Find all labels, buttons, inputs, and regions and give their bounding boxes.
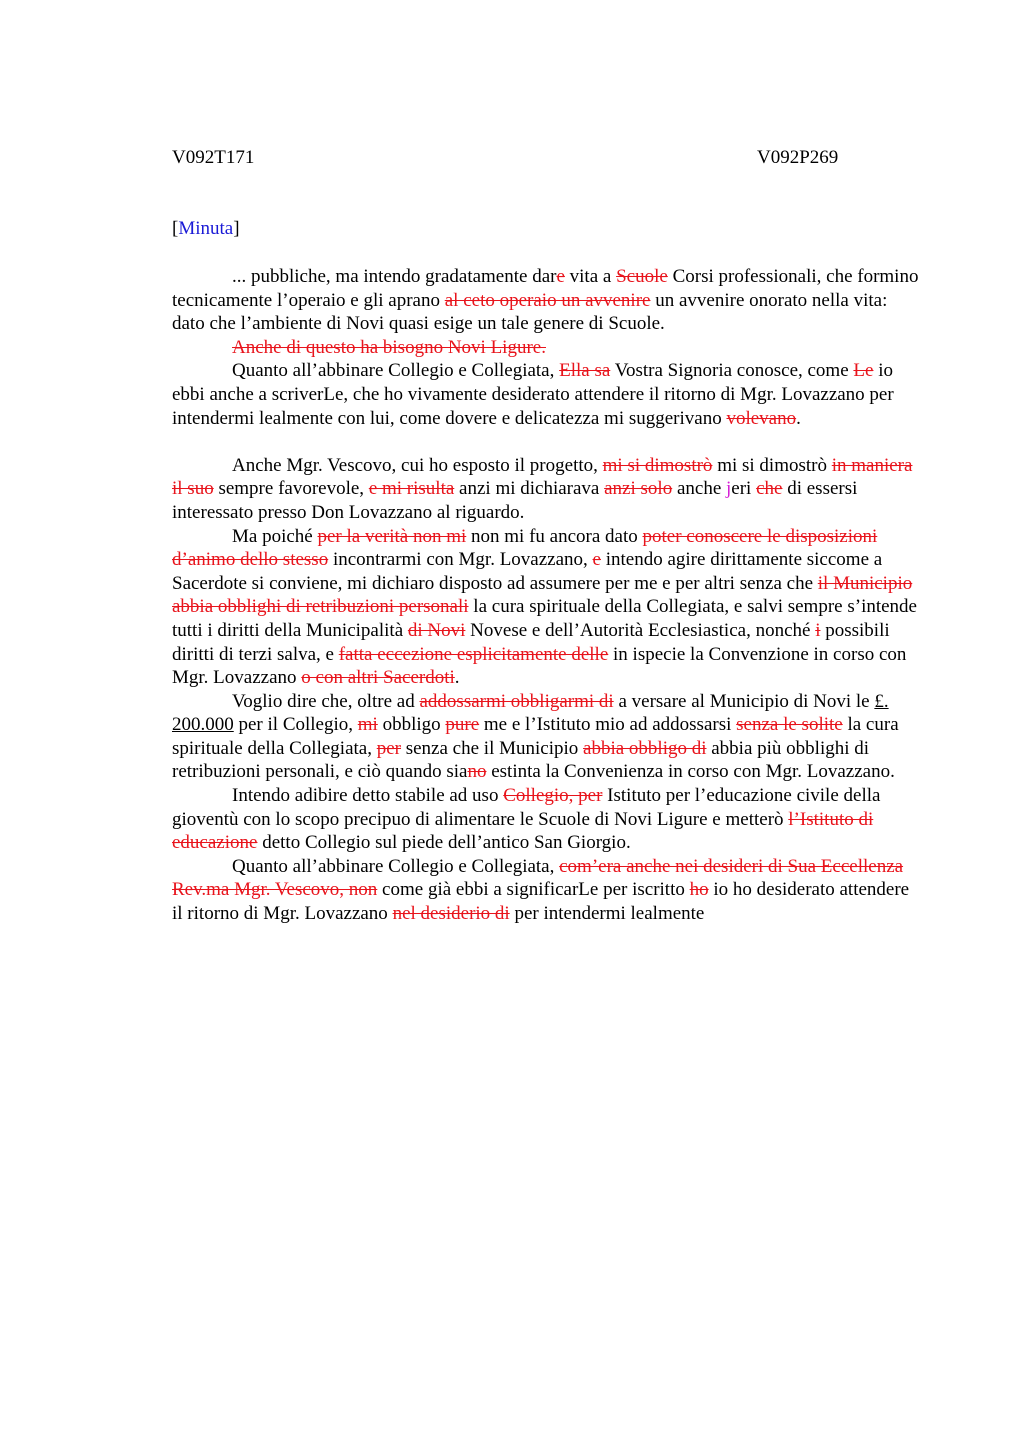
deleted-text: il Municipio abbia obblighi di retribuzioni personali (172, 572, 913, 618)
deleted-text: per (376, 737, 401, 759)
deleted-text: addossarmi obbligarmi di (419, 690, 614, 712)
deleted-text: ho (689, 879, 709, 901)
text-run: Intendo adibire detto stabile ad uso (232, 785, 504, 807)
inserted-letter: j (726, 478, 732, 500)
text-run: in ispecie la Convenzione in corso con Mgr. Lovazzano (172, 643, 907, 689)
minuta-open-bracket: [ (172, 218, 179, 239)
text-run: la cura spirituale della Collegiata, e salvi sempre s’intende tutti i diritti della Municipalità (172, 596, 917, 641)
text-run: Istituto per l’educazione civile della gioventù con lo scopo precipuo di alimentare le Scuole di Novi Ligure e metterò (172, 785, 881, 830)
text-run: vita a (564, 266, 617, 287)
paragraph (172, 690, 920, 784)
deleted-text: al ceto operaio un avvenire (444, 289, 651, 311)
deleted-text: anzi solo (604, 478, 673, 500)
text-run: per intendermi lealmente (509, 903, 705, 925)
deleted-text: che (756, 478, 783, 500)
paragraph (172, 784, 920, 855)
text-run: a versare al Municipio di Novi le (613, 690, 875, 712)
header-left-code: V092T171 (172, 147, 255, 168)
text-run: Vostra Signoria conosce, come (610, 360, 854, 382)
text-run: come già ebbi a significarLe per iscritto (377, 879, 690, 901)
text-run: abbia più obblighi di retribuzioni personali, e ciò quando sia (172, 737, 870, 783)
paragraph (172, 525, 920, 690)
deleted-text: l’Istituto di educazione (172, 808, 874, 854)
text-run: mi si dimostrò (712, 454, 832, 476)
deleted-text: Ella sa (559, 360, 611, 382)
text-run: obbligo (377, 714, 446, 736)
deleted-text: poter conoscere le disposizioni d’animo dello stesso (172, 525, 878, 571)
deleted-text: fatta eccezione esplicitamente delle (338, 643, 609, 665)
text-run: Ma poiché (232, 525, 318, 547)
deleted-text: Collegio, per (503, 785, 603, 807)
text-run: anzi mi dichiarava (454, 478, 605, 500)
text-run: . (454, 667, 460, 689)
deleted-text: di Novi (407, 619, 466, 641)
text-run: un avvenire onorato nella vita: dato che l’ambiente di Novi quasi esige un tale genere di Scuole. (172, 289, 888, 335)
text-run: anche (672, 478, 727, 500)
deleted-text: mi si dimostrò (602, 454, 713, 476)
paragraph (172, 359, 920, 430)
deleted-text: no (467, 761, 487, 783)
text-run: Quanto all’abbinare Collegio e Collegiata, (232, 360, 560, 382)
paragraph (172, 855, 920, 926)
underlined-amount: £. 200.000 (172, 690, 889, 736)
deleted-text: per la verità non mi (317, 525, 467, 547)
text-run: eri (731, 478, 757, 500)
text-run: per il Collegio, (233, 714, 358, 736)
text-run: io ho desiderato attendere il ritorno di Mgr. Lovazzano (172, 879, 910, 925)
deleted-text: mi (357, 714, 378, 736)
minuta-close-bracket: ] (233, 218, 240, 239)
text-run: ... pubbliche, ma intendo gradatamente dar (232, 266, 557, 287)
letter-body (172, 265, 920, 926)
text-run: me e l’Istituto mio ad addossarsi (479, 714, 737, 736)
text-run: Anche Mgr. Vescovo, cui ho esposto il progetto, (232, 454, 603, 476)
text-run: la cura spirituale della Collegiata, (172, 714, 899, 759)
paragraph (172, 454, 920, 525)
paragraph (172, 265, 920, 336)
deleted-text: i (815, 619, 821, 641)
minuta-label (172, 217, 240, 241)
deleted-text: Le (853, 360, 874, 382)
deleted-text: e (592, 549, 601, 571)
text-run: possibili diritti di terzi salva, e (172, 619, 890, 665)
deleted-text: com’era anche nei desideri di Sua Eccellenza Rev.ma Mgr. Vescovo, non (172, 855, 904, 901)
header-right-code: V092P269 (757, 147, 839, 168)
text-run: estinta la Convenienza in corso con Mgr. Lovazzano. (486, 761, 895, 783)
text-run: intendo agire dirittamente siccome a Sacerdote si conviene, mi dichiaro disposto ad assumere per me e per altri senza che (172, 549, 883, 594)
deleted-text: o con altri Sacerdoti (301, 667, 455, 689)
text-run: senza che il Municipio (400, 737, 584, 759)
deleted-text: volevano (726, 407, 797, 429)
text-run: non mi fu ancora dato (466, 525, 643, 547)
text-run: Voglio dire che, oltre ad (232, 690, 420, 712)
deleted-text: senza le solite (736, 714, 843, 736)
deleted-text: abbia obbligo di (583, 737, 707, 759)
deleted-text: pure (445, 714, 480, 736)
deleted-text: Scuole (616, 266, 668, 287)
deleted-text: Anche di questo ha bisogno Novi Ligure. (232, 336, 546, 358)
paragraph (172, 336, 920, 360)
text-run: . (796, 407, 801, 429)
deleted-text: e mi risulta (368, 478, 455, 500)
deleted-text: e (556, 266, 565, 287)
text-run: Novese e dell’Autorità Ecclesiastica, nonché (465, 619, 816, 641)
minuta-text: Minuta (178, 218, 234, 239)
text-run: detto Collegio sul piede dell’antico San Giorgio. (257, 832, 631, 854)
text-run: incontrarmi con Mgr. Lovazzano, (328, 549, 593, 571)
text-run: Quanto all’abbinare Collegio e Collegiata, (232, 855, 560, 877)
deleted-text: in maniera il suo (172, 454, 913, 500)
text-run: di essersi interessato presso Don Lovazzano al riguardo. (172, 478, 858, 523)
deleted-text: nel desiderio di (392, 903, 510, 925)
text-run: Corsi professionali, che formino tecnicamente l’operaio e gli aprano (172, 266, 919, 311)
text-run: sempre favorevole, (213, 478, 369, 500)
text-run: io ebbi anche a scriverLe, che ho vivamente desiderato attendere il ritorno di Mgr. Lovazzano per intendermi lealmente con lui, come dovere e delicatezza mi suggerivano (172, 360, 894, 429)
